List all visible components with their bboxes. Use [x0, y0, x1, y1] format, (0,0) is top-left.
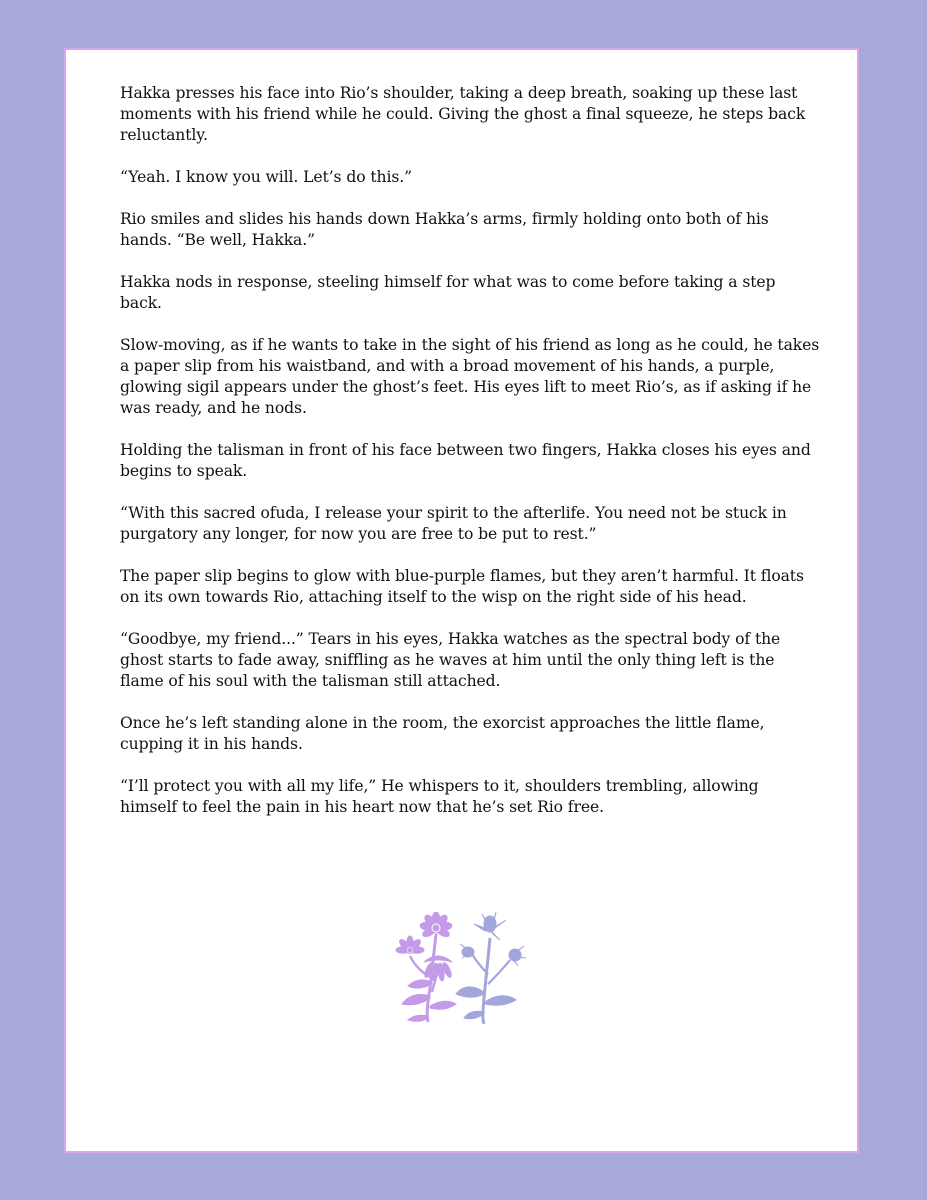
- paragraph-8: The paper slip begins to glow with blue-purple flames, but they aren’t harmful. It floats on its own towards Rio, attaching itself to the wisp on the right side of his head.: [120, 567, 804, 606]
- paragraph-11: “I’ll protect you with all my life,” He whispers to it, shoulders trembling, allowing himself to feel the pain in his heart now that he’s set Rio free.: [120, 777, 759, 816]
- paragraph-5: Slow-moving, as if he wants to take in the sight of his friend as long as he could, he takes a paper slip from his waistband, and with a broad movement of his hands, a purple, glowing sigil appears under the ghost’s feet. His eyes lift to meet Rio’s, as if asking if he was ready, and he nods.: [120, 336, 820, 417]
- paragraph-4: Hakka nods in response, steeling himself for what was to come before taking a step back.: [120, 273, 776, 312]
- flowers-ornament-icon: [392, 912, 538, 1024]
- story-text: [120, 83, 820, 839]
- paragraph-1: Hakka presses his face into Rio’s shoulder, taking a deep breath, soaking up these last moments with his friend while he could. Giving the ghost a final squeeze, he steps back reluctantly.: [120, 84, 806, 144]
- paragraph-9: “Goodbye, my friend...” Tears in his eyes, Hakka watches as the spectral body of the ghost starts to fade away, sniffling as he waves at him until the only thing left is the flame of his soul with the talisman still attached.: [120, 630, 781, 690]
- paragraph-2: “Yeah. I know you will. Let’s do this.”: [120, 168, 412, 186]
- left-flower-icon: [396, 912, 456, 1022]
- paragraph-6: Holding the talisman in front of his face between two fingers, Hakka closes his eyes and begins to speak.: [120, 441, 811, 480]
- page: [64, 48, 859, 1153]
- paragraph-7: “With this sacred ofuda, I release your spirit to the afterlife. You need not be stuck in purgatory any longer, for now you are free to be put to rest.”: [120, 504, 787, 543]
- paragraph-3: Rio smiles and slides his hands down Hakka’s arms, firmly holding onto both of his hands. “Be well, Hakka.”: [120, 210, 769, 249]
- paragraph-10: Once he’s left standing alone in the room, the exorcist approaches the little flame, cupping it in his hands.: [120, 714, 765, 753]
- right-flower-icon: [456, 912, 526, 1024]
